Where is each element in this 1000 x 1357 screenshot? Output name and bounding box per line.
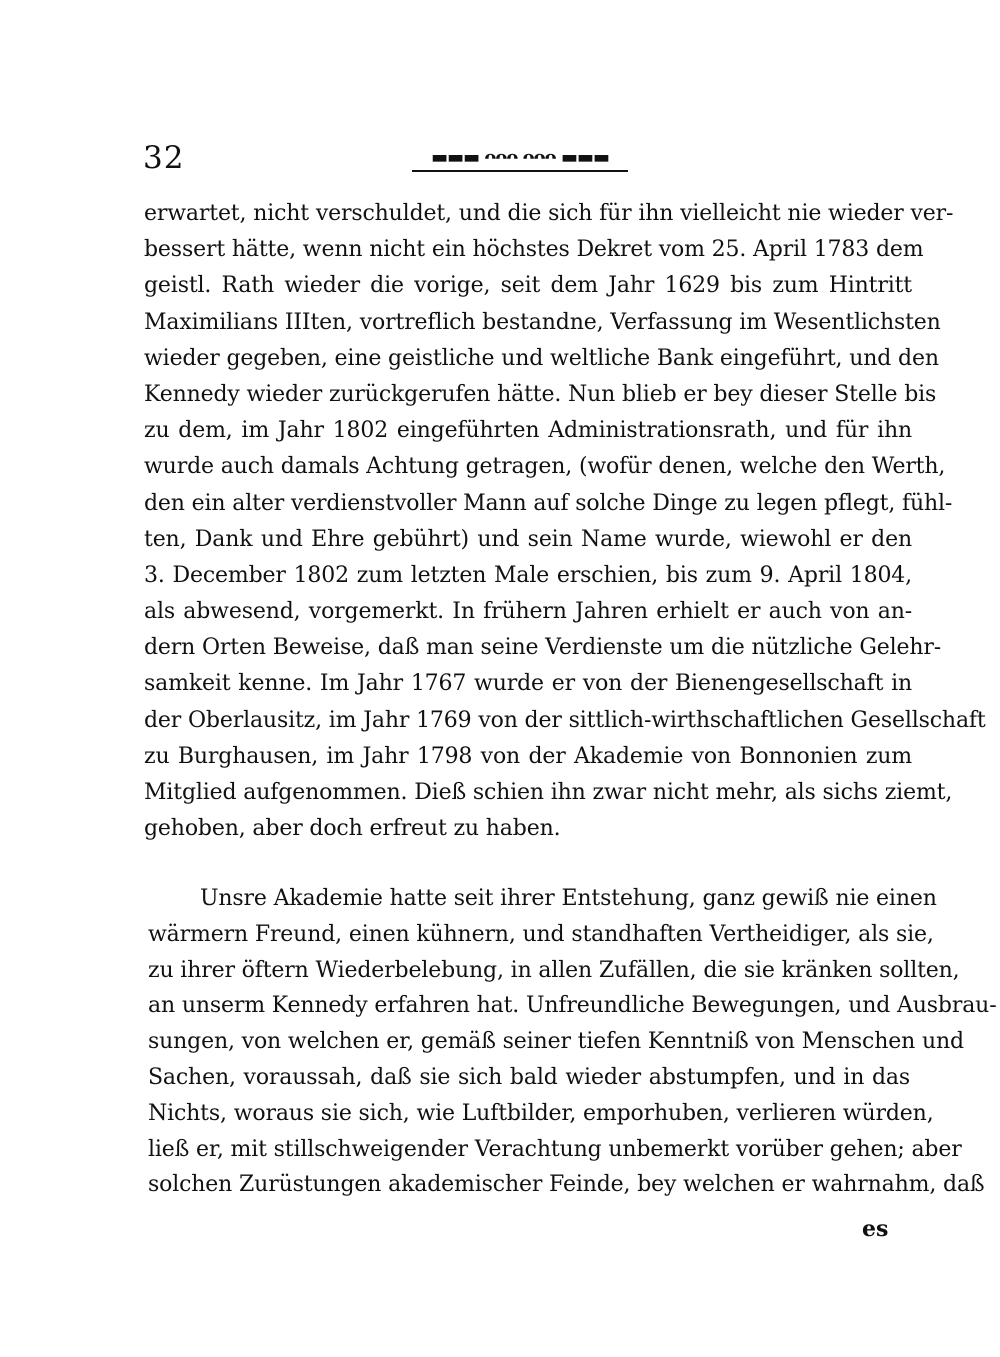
text-line: Nichts, woraus sie sich, wie Luftbilder, emporhuben, verlieren würden, <box>148 1100 934 1126</box>
text-line: bessert hätte, wenn nicht ein höchstes Dekret vom 25. April 1783 dem <box>144 237 924 263</box>
text-line: Unsre Akademie hatte seit ihrer Entstehung, ganz gewiß nie einen <box>200 886 937 911</box>
text-line: zu ihrer öftern Wiederbelebung, in allen Zufällen, die sie kränken sollten, <box>148 957 960 983</box>
text-line: zu Burghausen, im Jahr 1798 von der Akademie von Bonnonien zum <box>144 743 912 769</box>
text-line: Kennedy wieder zurückgerufen hätte. Nun blieb er bey dieser Stelle bis <box>144 381 937 407</box>
text-line: wieder gegeben, eine geistliche und weltliche Bank eingeführt, und den <box>144 345 939 371</box>
text-line: dern Orten Beweise, daß man seine Verdienste um die nützliche Gelehr- <box>144 635 942 661</box>
text-line: solchen Zurüstungen akademischer Feinde, bey welchen er wahrnahm, daß <box>148 1172 985 1198</box>
text-line: samkeit kenne. Im Jahr 1767 wurde er von der Bienengesellschaft in <box>144 671 912 697</box>
text-line: wurde auch damals Achtung getragen, (wofür denen, welche den Werth, <box>144 454 946 480</box>
text-line: ließ er, mit stillschweigender Verachtung unbemerkt vorüber gehen; aber <box>148 1136 962 1162</box>
paragraph-1 <box>144 196 986 847</box>
text-line: der Oberlausitz, im Jahr 1769 von der sittlich-wirthschaftlichen Gesellschaft <box>144 707 986 733</box>
page-number: 32 <box>143 140 185 176</box>
text-line: gehoben, aber doch erfreut zu haben. <box>144 816 561 842</box>
header-ornament: ▬▬▬ ᴖᴖᴖ ᴖᴖᴖ ▬▬▬ <box>412 146 628 172</box>
text-line: Maximilians IIIten, vortreflich bestandne, Verfassung im Wesentlichsten <box>144 309 941 335</box>
text-line: den ein alter verdienstvoller Mann auf solche Dinge zu legen pflegt, fühl- <box>144 490 953 516</box>
text-line: an unserm Kennedy erfahren hat. Unfreundliche Bewegungen, und Ausbrau- <box>148 993 997 1019</box>
text-line: Sachen, voraussah, daß sie sich bald wieder abstumpfen, und in das <box>148 1064 910 1090</box>
text-line: erwartet, nicht verschuldet, und die sich für ihn vielleicht nie wieder ver- <box>144 201 954 226</box>
text-line: 3. December 1802 zum letzten Male erschien, bis zum 9. April 1804, <box>144 562 912 588</box>
catchword: es <box>862 1216 889 1242</box>
text-line: zu dem, im Jahr 1802 eingeführten Administrationsrath, und für ihn <box>144 418 912 444</box>
text-line: als abwesend, vorgemerkt. In frühern Jahren erhielt er auch von an- <box>144 599 912 625</box>
text-line: Mitglied aufgenommen. Dieß schien ihn zwar nicht mehr, als sichs ziemt, <box>144 780 953 805</box>
text-line: sungen, von welchen er, gemäß seiner tiefen Kenntniß von Menschen und <box>148 1029 964 1055</box>
paragraph-2 <box>148 881 997 1203</box>
text-line: ten, Dank und Ehre gebührt) und sein Name wurde, wiewohl er den <box>144 526 912 552</box>
text-line: wärmern Freund, einen kühnern, und standhaften Vertheidiger, als sie, <box>148 921 934 947</box>
text-line: geistl. Rath wieder die vorige, seit dem Jahr 1629 bis zum Hintritt <box>144 273 912 299</box>
